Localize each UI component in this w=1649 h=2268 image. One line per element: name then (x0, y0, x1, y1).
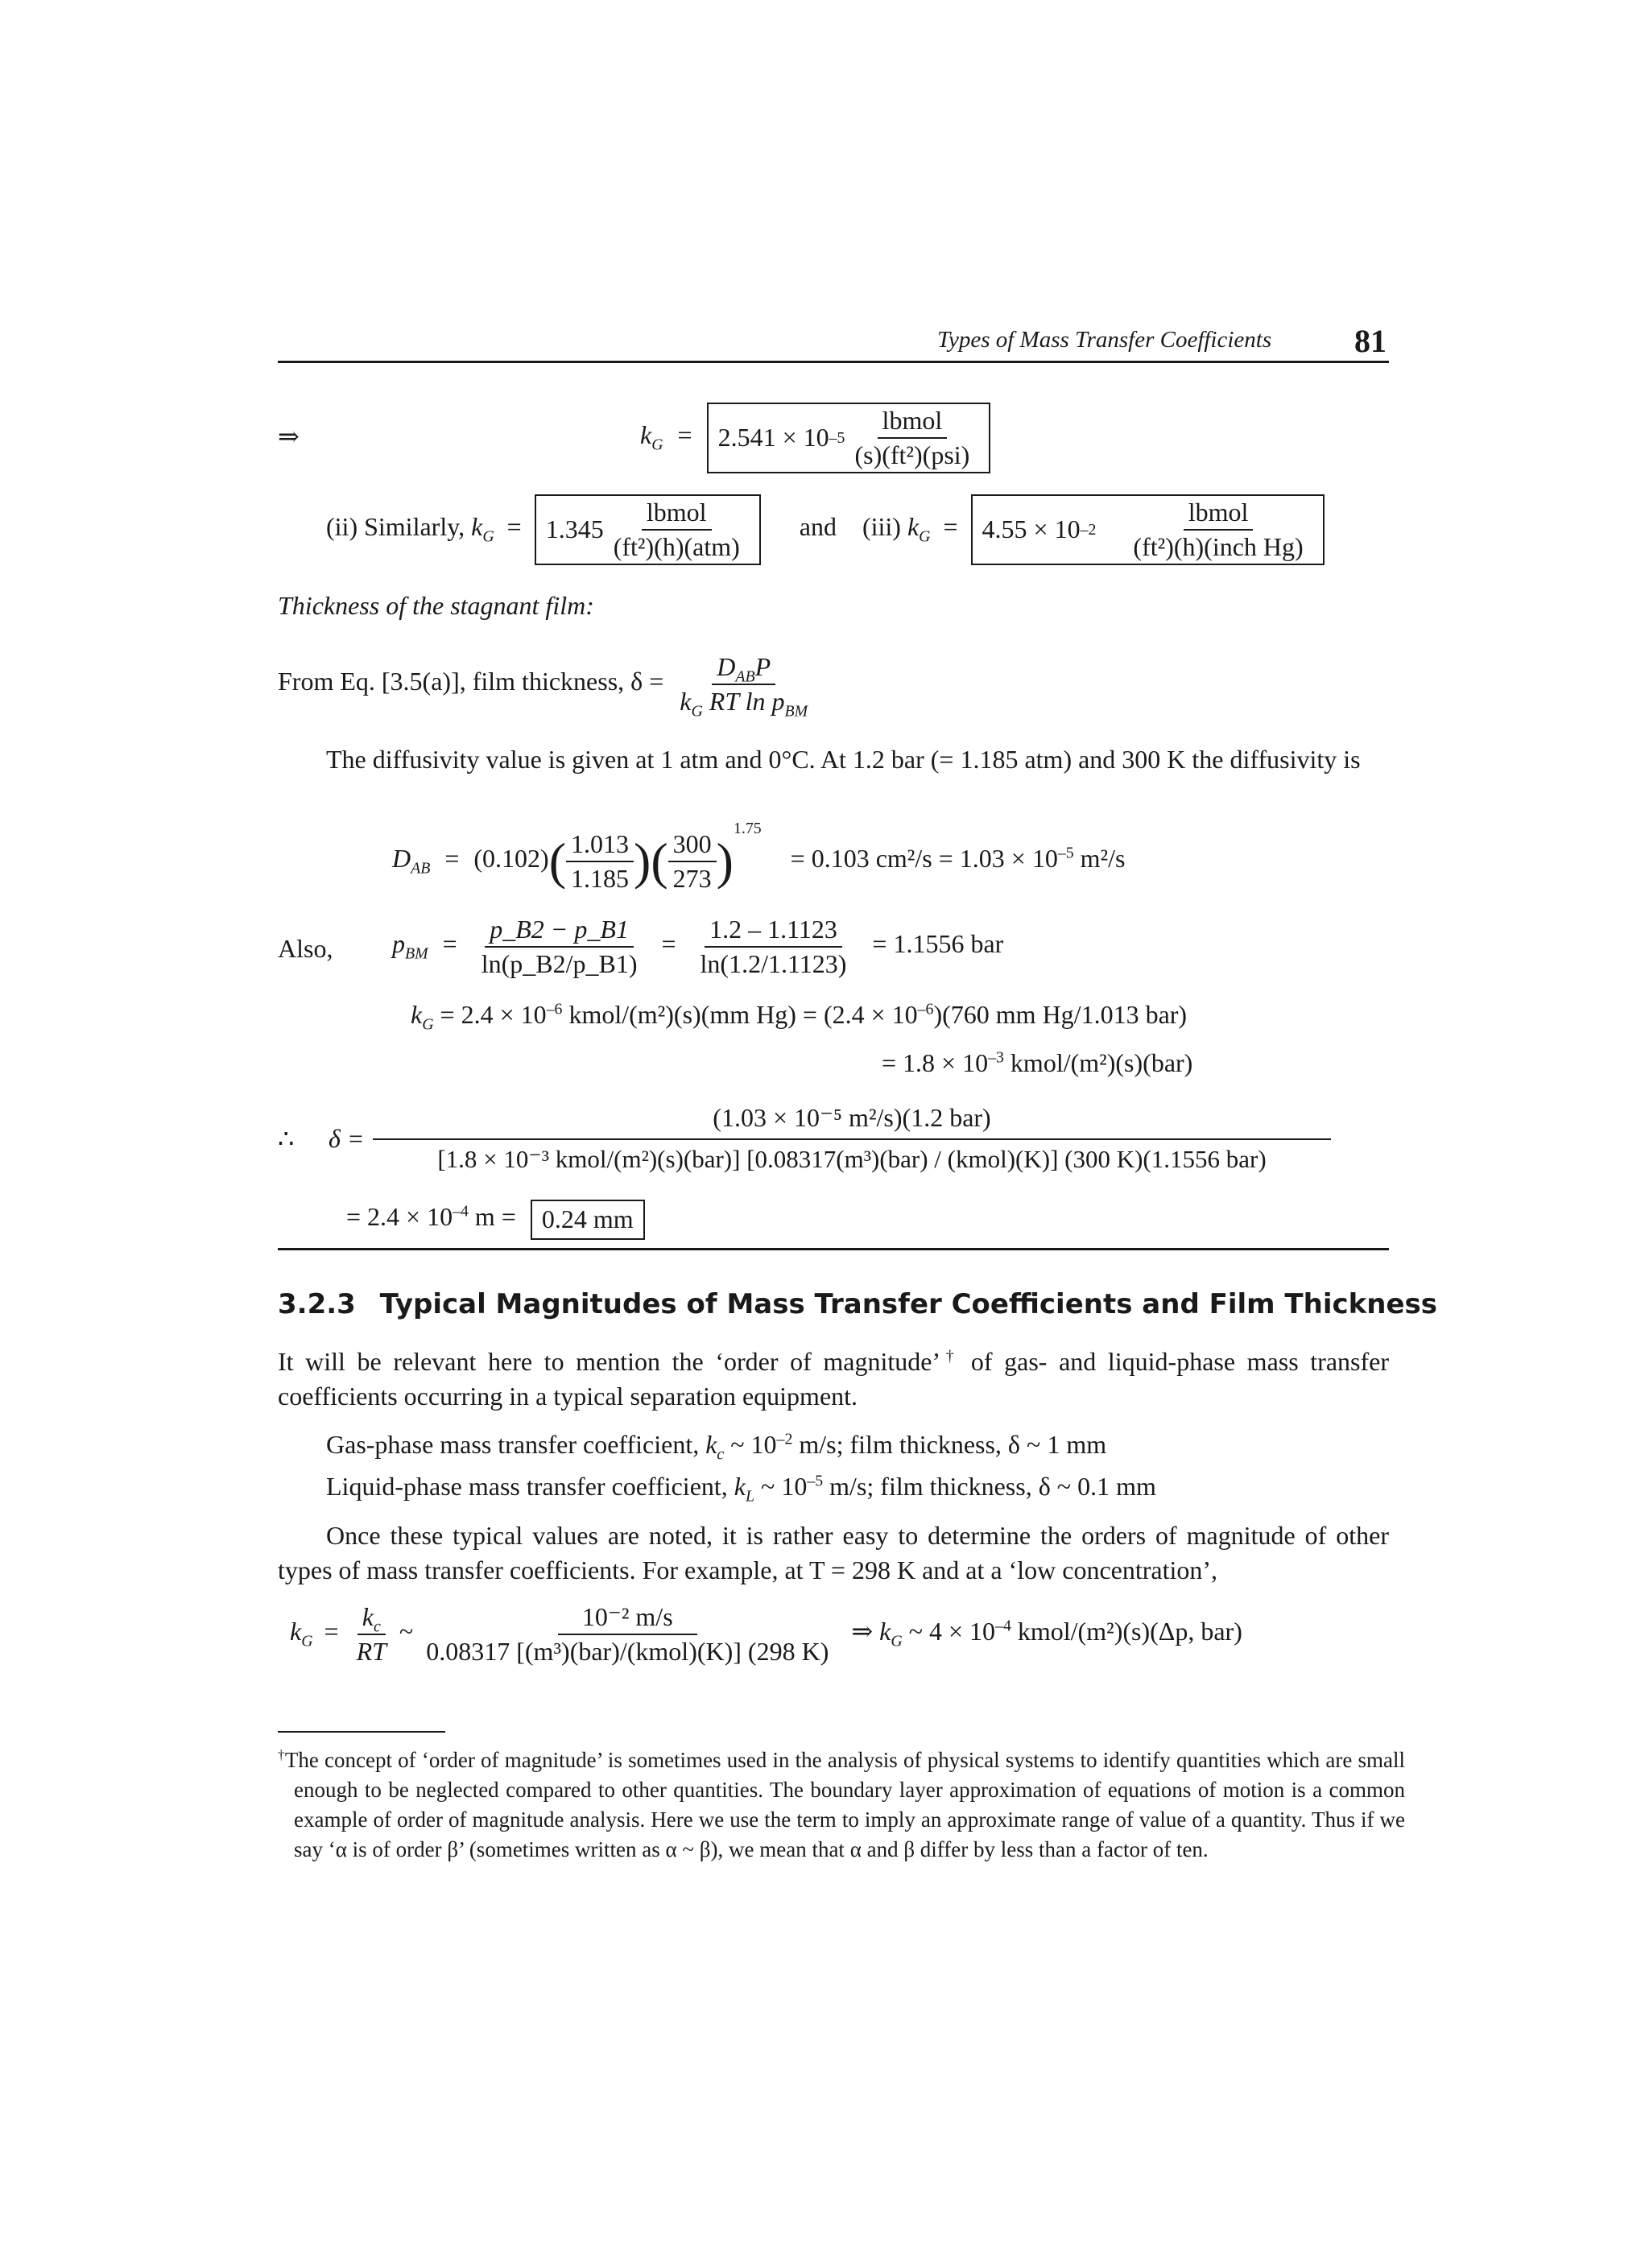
equals-sign: = (677, 420, 692, 450)
dab-result-unit: m²/s (1073, 844, 1126, 874)
order-text: It will be relevant here to mention the ‘order of magnitude’ (278, 1347, 941, 1376)
pressure-numerator: 1.013 (566, 829, 634, 862)
log-mean-values-denominator: ln(1.2/1.1123) (700, 948, 847, 978)
kg-subscript: G (301, 1632, 313, 1650)
final-kg-equation (290, 1602, 1242, 1667)
footnote-text: The concept of ‘order of magnitude’ is sometimes used in the analysis of physical systems to identify quantities which are small enough to be neglected compared to other quantities. The boundary layer approximation of equations of motion is a common example of order of magnitude analysis. Here we use the term to imply an approximate range of value of a quantity. Thus if we say ‘α is of order β’ (sometimes written as α ~ β), we mean that α and β differ by less than a factor of ten. (284, 1748, 1405, 1861)
delta-denominator: [1.8 × 10⁻³ kmol/(m²)(s)(bar)] [0.08317(m³)(bar) / (kmol)(K)] (300 K)(1.1556 bar) (437, 1144, 1267, 1173)
also-label: Also, (278, 934, 333, 963)
numeric-denominator: 0.08317 [(m³)(bar)/(kmol)(K)] (298 K) (426, 1636, 829, 1666)
numeric-numerator: 10⁻² m/s (558, 1602, 697, 1635)
unit-numerator: lbmol (878, 406, 948, 439)
dab-symbol: D (392, 844, 411, 874)
reference-diffusivity: (0.102) (473, 844, 549, 874)
kg-symbol: k (411, 1000, 423, 1029)
right-paren: ) (716, 832, 734, 890)
kg-symbol: k (471, 512, 483, 542)
kg-symbol: k (640, 420, 652, 450)
film-numerator (712, 652, 775, 685)
pbm-result: = 1.1556 bar (872, 929, 1004, 959)
footnote-dagger: † (278, 1747, 285, 1762)
left-paren: ( (651, 832, 668, 890)
unit-denominator: (s)(ft²)(psi) (854, 440, 970, 469)
temperature-denominator: 273 (672, 863, 712, 893)
boxed-result-inhg: 4.55 × 10 –2 $\frac{\text{lbmol}}{\text{(ft²)(h)(inch Hg)}}$ (971, 494, 1325, 565)
approx-sign: ~ (399, 1617, 414, 1646)
unit-fraction (609, 498, 745, 562)
equals-sign: = (324, 1617, 339, 1646)
numeric-fraction (421, 1602, 833, 1667)
dab-result (791, 844, 1126, 873)
log-mean-denominator: ln(p_B2/p_B1) (481, 948, 638, 978)
final-unit: kmol/(m²)(s)(Δp, bar) (1010, 1617, 1242, 1646)
final-exponent: –4 (995, 1617, 1011, 1635)
gas-tail: m/s; film thickness, δ ~ 1 mm (792, 1430, 1107, 1459)
film-denominator (675, 685, 812, 721)
delta-unit: m = (468, 1202, 516, 1232)
pbm-equation (392, 915, 1003, 979)
kg-subscript: G (919, 527, 931, 546)
page-number: 81 (1354, 323, 1387, 359)
equals-sign: = (506, 512, 522, 542)
k-symbol: k (680, 686, 692, 716)
equals-sign: = (444, 844, 460, 874)
p-symbol: P (754, 652, 771, 681)
equation-kg-atm-and-inhg (326, 494, 1325, 565)
temperature-exponent: 1.75 (733, 820, 762, 838)
kc-symbol: k (705, 1430, 717, 1459)
kc-subscript: c (717, 1445, 725, 1464)
liquid-value: ~ 10 (754, 1472, 808, 1501)
kg2-value-b: kmol/(m²)(s)(bar) (1003, 1048, 1193, 1077)
d-symbol: D (717, 652, 736, 681)
coefficient: 4.55 × 10 (982, 514, 1081, 543)
log-mean-numerator: p_B2 − p_B1 (485, 915, 634, 948)
boxed-delta: 0.24 mm (531, 1200, 645, 1240)
label-iii: (iii) (862, 512, 907, 542)
implies-arrow: ⇒ (851, 1617, 880, 1646)
liquid-exponent: –5 (807, 1472, 824, 1490)
g-subscript: G (691, 702, 703, 721)
dab-equation (392, 820, 1126, 894)
ab-subscript: AB (735, 667, 755, 686)
log-mean-values (696, 915, 852, 979)
order-text-tail: of gas- and liquid-phase mass transfer coefficients occurring in a typical separation equipment. (278, 1347, 1390, 1411)
paragraph-order-of-magnitude (278, 1345, 1389, 1414)
unit-fraction (1128, 498, 1308, 562)
implies-arrow: ⇒ (278, 422, 300, 451)
kg-line-1 (411, 998, 1187, 1032)
film-fraction (675, 652, 812, 721)
delta-result (346, 1200, 645, 1240)
kg-value-a: = 2.4 × 10 (433, 1000, 547, 1029)
delta-lhs: δ = (329, 1124, 365, 1153)
coefficient: 1.345 (545, 514, 604, 543)
equals-sign: = (442, 929, 457, 959)
kc-over-rt-numerator (357, 1602, 386, 1635)
kg-subscript: G (891, 1632, 903, 1650)
gas-phase-line (326, 1428, 1106, 1462)
kg-value-b: kmol/(m²)(s)(mm Hg) = (2.4 × 10 (562, 1000, 918, 1029)
subheading-stagnant-film: Thickness of the stagnant film: (278, 591, 594, 620)
liquid-label: Liquid-phase mass transfer coefficient, (326, 1472, 734, 1501)
kg-subscript: G (482, 527, 494, 546)
kg2-exponent: –3 (988, 1048, 1004, 1067)
film-eq-prefix: From Eq. [3.5(a)], film thickness, δ = (278, 667, 664, 696)
dab-result-exponent: –5 (1057, 844, 1074, 862)
footnote-mark: † (940, 1347, 960, 1365)
liquid-tail: m/s; film thickness, δ ~ 0.1 mm (823, 1472, 1156, 1501)
gas-label: Gas-phase mass transfer coefficient, (326, 1430, 706, 1459)
therefore-symbol: ∴ (278, 1124, 295, 1153)
kl-symbol: k (734, 1472, 746, 1501)
temperature-ratio (668, 829, 717, 894)
kc-num-subscript: c (373, 1617, 381, 1636)
header-rule (278, 361, 1389, 363)
running-title: Types of Mass Transfer Coefficients (937, 327, 1272, 353)
delta-exponent: –4 (453, 1202, 469, 1221)
kg-line-2 (882, 1047, 1192, 1080)
kg-symbol: k (879, 1617, 891, 1646)
kg2-value-a: = 1.8 × 10 (882, 1048, 989, 1077)
kg-symbol: k (290, 1617, 302, 1646)
kc-over-rt-denominator: RT (356, 1636, 386, 1666)
kg-subscript: G (651, 436, 663, 454)
boxed-result-atm (535, 494, 761, 565)
label-similarly: (ii) Similarly, (326, 512, 472, 542)
kg-exponent-a: –6 (546, 1000, 563, 1018)
pbm-symbol: p (392, 929, 405, 959)
section-number: 3.2.3 (278, 1288, 356, 1320)
example-end-rule (278, 1248, 1389, 1250)
kc-over-rt (352, 1602, 391, 1667)
kg-symbol: k (907, 512, 920, 542)
gas-value: ~ 10 (724, 1430, 777, 1459)
unit-denominator: (ft²)(h)(atm) (613, 531, 740, 561)
bm-subscript: BM (784, 702, 808, 721)
equals-sign: = (943, 512, 958, 542)
coefficient: 2.541 × 10 (717, 423, 829, 452)
kg-subscript: G (422, 1015, 434, 1034)
paragraph-typical-values: Once these typical values are noted, it is rather easy to determine the orders of magnitude of other types of mass transfer coefficients. For example, at T = 298 K and at a ‘low concentration’, (278, 1521, 1389, 1584)
kg-value-c: )(760 mm Hg/1.013 bar) (933, 1000, 1188, 1029)
unit-denominator: (ft²)(h)(inch Hg) (1133, 531, 1304, 561)
rt-ln-p: RT ln p (702, 686, 785, 716)
section-title: Typical Magnitudes of Mass Transfer Coefficients and Film Thickness (379, 1288, 1437, 1320)
pressure-ratio (566, 829, 634, 894)
kl-subscript: L (745, 1487, 755, 1506)
dab-result-text: = 0.103 cm²/s = 1.03 × 10 (790, 844, 1058, 874)
film-thickness-equation (278, 652, 817, 721)
unit-numerator: lbmol (642, 498, 712, 531)
pbm-subscript: BM (405, 944, 428, 963)
unit-numerator: lbmol (1184, 498, 1254, 531)
final-value: ~ 4 × 10 (902, 1617, 996, 1646)
footnote-rule (278, 1731, 445, 1733)
unit-fraction (849, 406, 974, 470)
equals-sign: = (661, 929, 676, 959)
gas-exponent: –2 (776, 1430, 793, 1448)
left-paren: ( (548, 832, 567, 890)
kc-num-symbol: k (362, 1602, 374, 1631)
liquid-phase-line (326, 1470, 1156, 1504)
kg-exponent-b: –6 (917, 1000, 934, 1018)
paragraph-diffusivity: The diffusivity value is given at 1 atm and 0°C. At 1.2 bar (= 1.185 atm) and 300 K the diffusivity is (326, 745, 1361, 774)
right-paren: ) (634, 832, 651, 890)
section-heading (278, 1287, 1437, 1322)
equation-kg-psi (640, 403, 990, 473)
final-result (851, 1617, 1242, 1650)
boxed-result: 2.541 × 10 –5 $\frac{\text{lbmol}}{\text{(s)(ft²)(psi)}}$ (707, 403, 991, 473)
footnote (278, 1745, 1405, 1865)
delta-fraction (373, 1101, 1331, 1175)
delta-numerator: (1.03 × 10⁻⁵ m²/s)(1.2 bar) (713, 1103, 991, 1132)
delta-value: = 2.4 × 10 (346, 1202, 453, 1232)
pressure-denominator: 1.185 (571, 863, 630, 893)
log-mean-formula (477, 915, 643, 979)
log-mean-values-numerator: 1.2 – 1.1123 (705, 915, 842, 948)
temperature-numerator: 300 (668, 829, 717, 862)
dab-subscript: AB (411, 859, 431, 878)
joiner-and: and (799, 512, 837, 542)
